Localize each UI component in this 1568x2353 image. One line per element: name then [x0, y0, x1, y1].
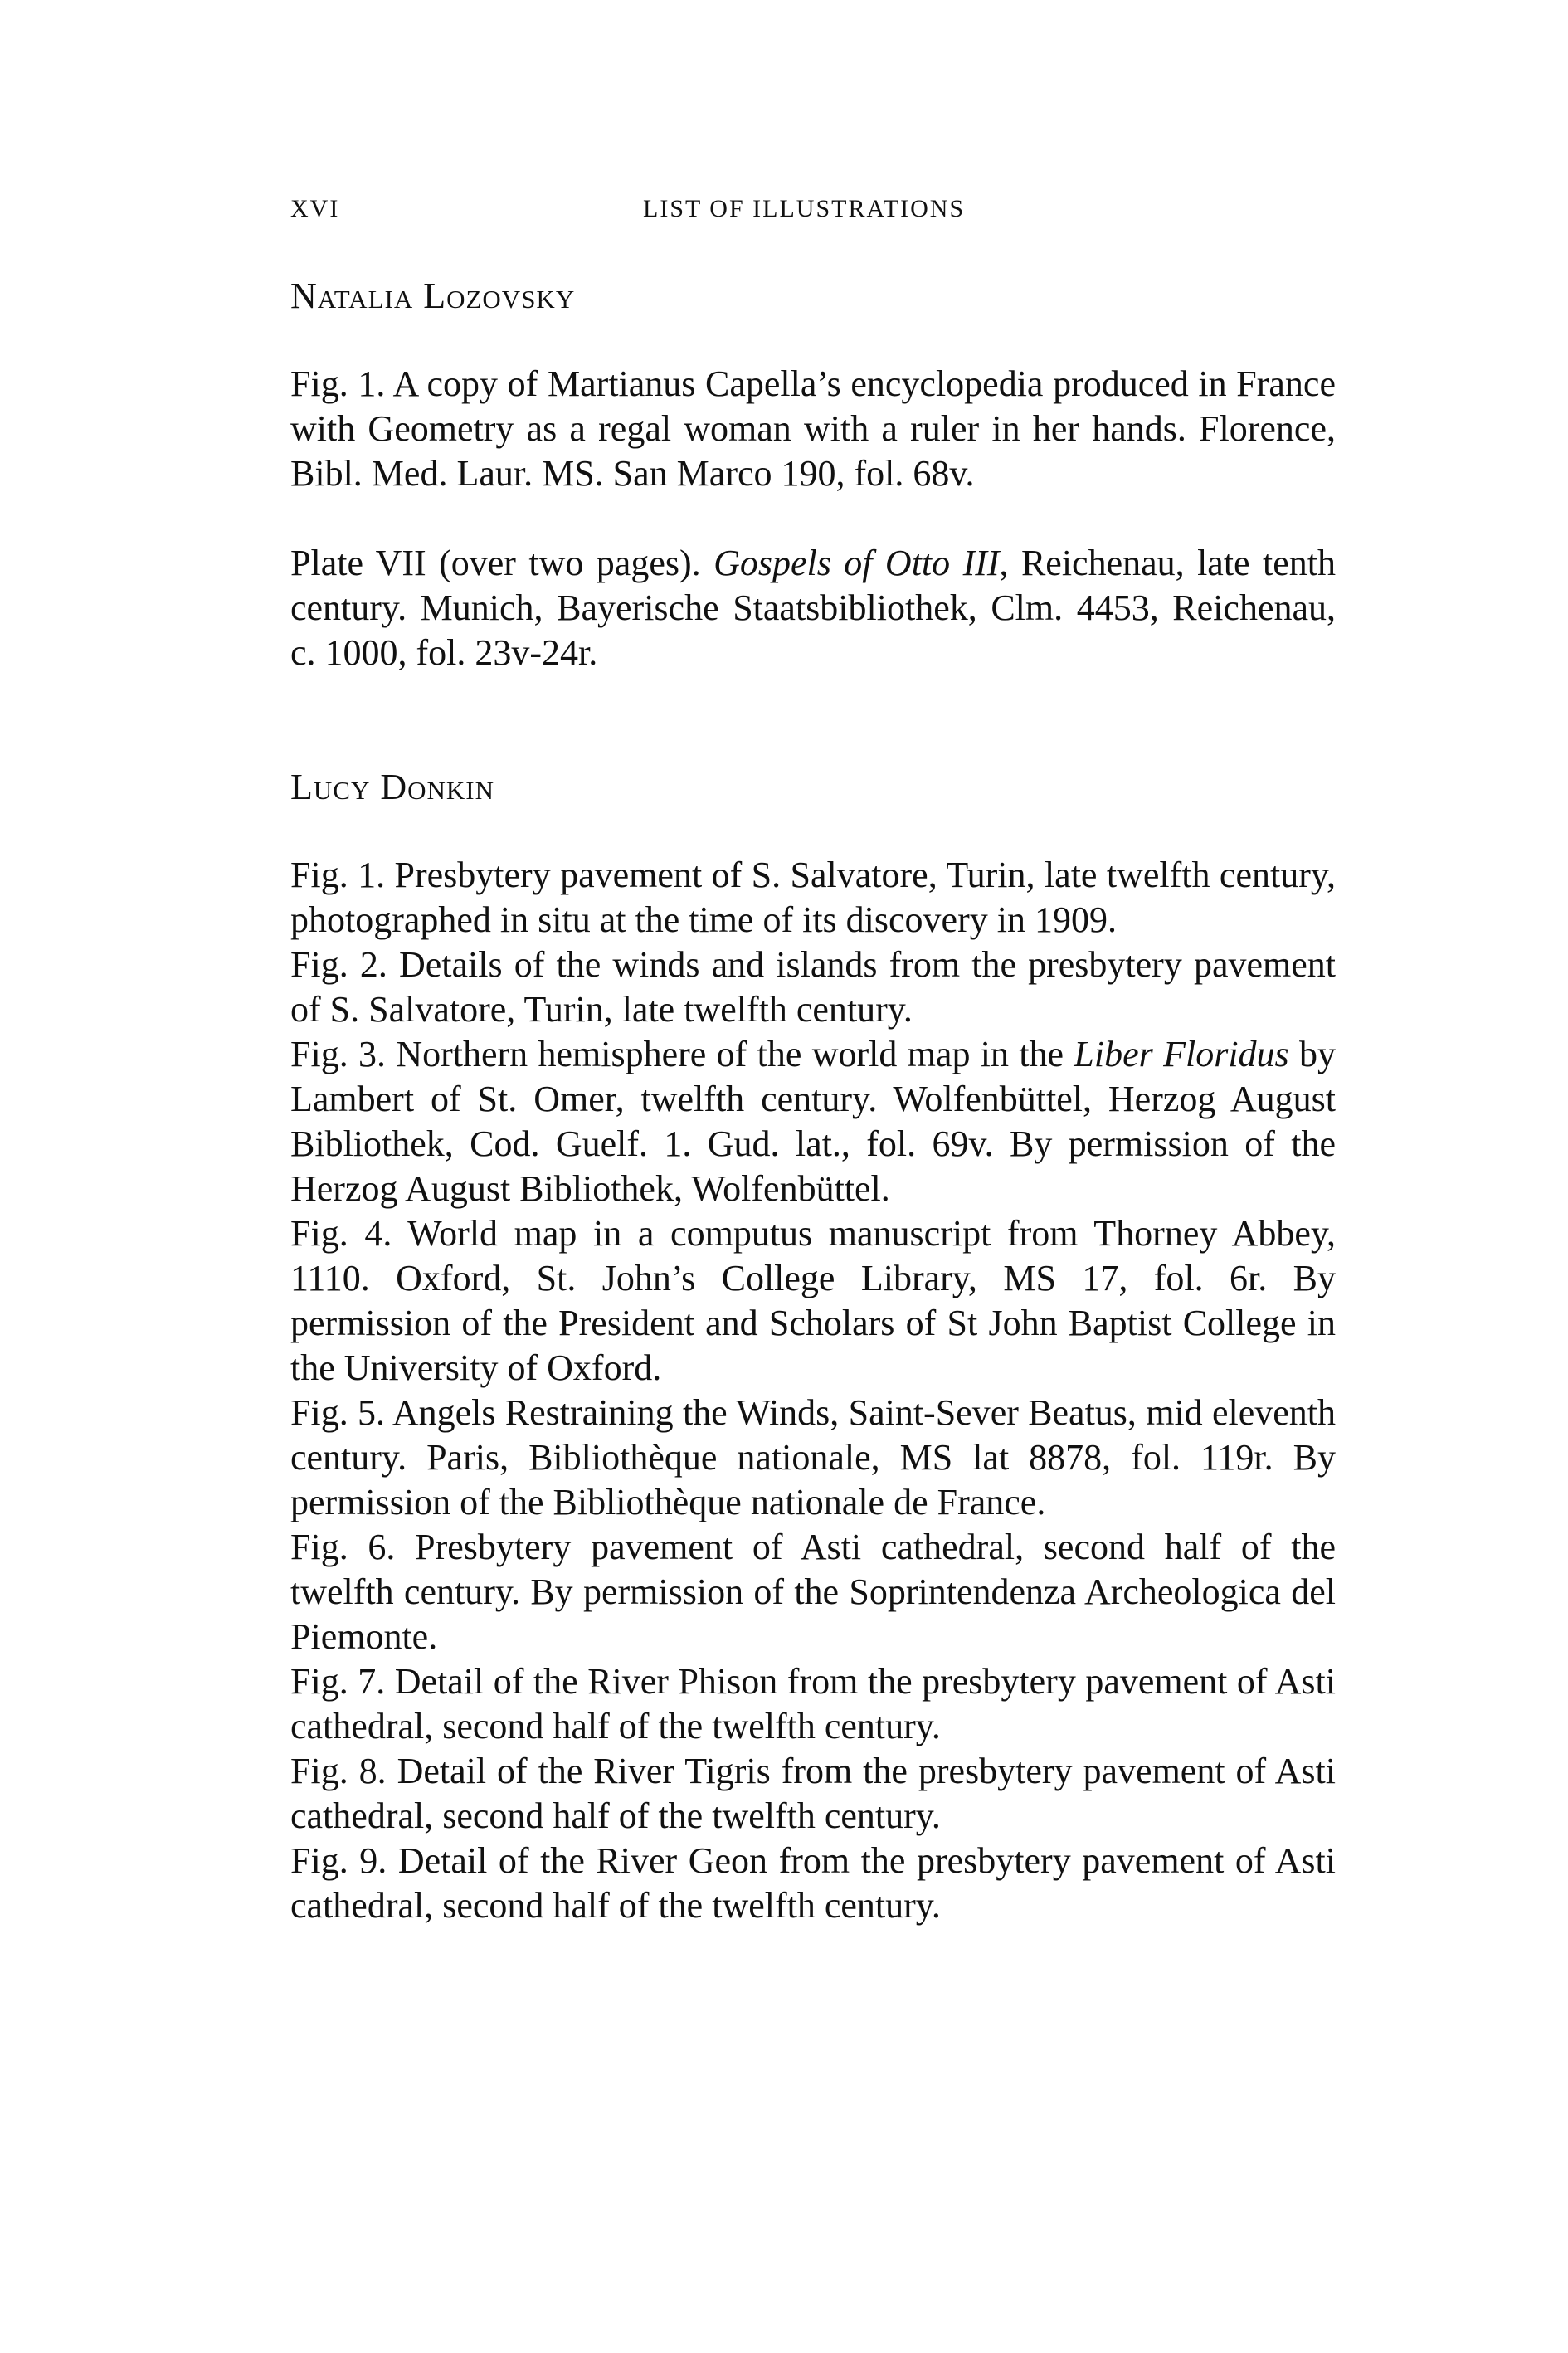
section-donkin	[290, 765, 1336, 1928]
running-head	[290, 195, 1336, 236]
section-spacer	[290, 675, 1336, 765]
entry-text: , Reichenau, late tenth century. Munich, Bayerische Staatsbibliothek, Clm. 4453, Reichenau, c. 1000, fol. 23v-24r.	[290, 543, 1336, 673]
list-entry	[290, 1032, 1336, 1211]
section-author: Natalia Lozovsky	[290, 275, 576, 316]
list-entry: Fig. 1. A copy of Martianus Capella’s encyclopedia produced in France with Geometry as a regal woman with a ruler in her hands. Florence, Bibl. Med. Laur. MS. San Marco 190, fol. 68v.	[290, 363, 1336, 494]
list-entry: Fig. 9. Detail of the River Geon from the presbytery pavement of Asti cathedral, second half of the twelfth century.	[290, 1840, 1336, 1926]
page-number: XVI	[290, 195, 340, 222]
entry-text: Fig. 3. Northern hemisphere of the world map in the	[290, 1034, 1074, 1074]
list-entry: Fig. 6. Presbytery pavement of Asti cathedral, second half of the twelfth century. By permission of the Soprintendenza Archeologica del Piemonte.	[290, 1527, 1336, 1657]
list-entry: Fig. 2. Details of the winds and islands from the presbytery pavement of S. Salvatore, Turin, late twelfth century.	[290, 944, 1336, 1030]
section-lozovsky	[290, 274, 1336, 675]
entry-title-italic: Gospels of Otto III	[713, 543, 1000, 583]
list-entry: Fig. 8. Detail of the River Tigris from the presbytery pavement of Asti cathedral, second half of the twelfth century.	[290, 1751, 1336, 1836]
entry-title-italic: Liber Floridus	[1074, 1034, 1289, 1074]
entry-text: by Lambert of St. Omer, twelfth century. Wolfenbüttel, Herzog August Bibliothek, Cod. Guelf. 1. Gud. lat., fol. 69v. By permission of the Herzog August Bibliothek, Wolfenbüttel.	[290, 1034, 1336, 1209]
list-entry	[290, 541, 1336, 675]
entry-text: Plate VII (over two pages).	[290, 543, 714, 583]
running-title: LIST OF ILLUSTRATIONS	[643, 195, 966, 222]
list-entry: Fig. 1. Presbytery pavement of S. Salvatore, Turin, late twelfth century, photographed in situ at the time of its discovery in 1909.	[290, 855, 1336, 940]
illustration-list	[290, 274, 1336, 1928]
section-author: Lucy Donkin	[290, 767, 494, 807]
list-entry: Fig. 7. Detail of the River Phison from the presbytery pavement of Asti cathedral, second half of the twelfth century.	[290, 1661, 1336, 1746]
list-entry: Fig. 4. World map in a computus manuscript from Thorney Abbey, 1110. Oxford, St. John’s College Library, MS 17, fol. 6r. By permission of the President and Scholars of St John Baptist College in the University of Oxford.	[290, 1213, 1336, 1388]
list-entry: Fig. 5. Angels Restraining the Winds, Saint-Sever Beatus, mid eleventh century. Paris, Bibliothèque nationale, MS lat 8878, fol. 119r. By permission of the Bibliothèque nationale de France.	[290, 1392, 1336, 1522]
